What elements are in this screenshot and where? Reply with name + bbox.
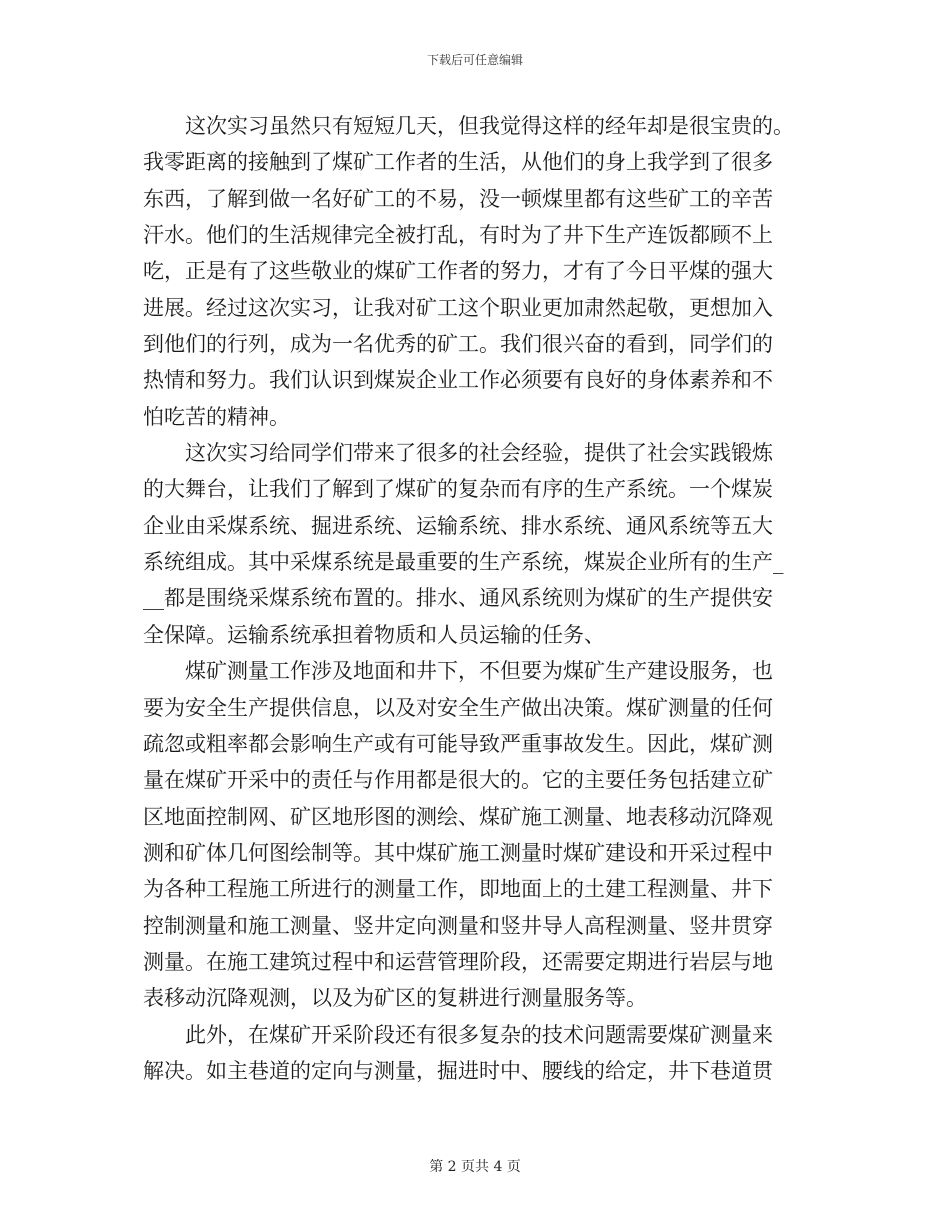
page-number: 第 2 页共 4 页 (429, 1159, 521, 1175)
text-line: 煤矿测量工作涉及地面和井下，不但要为煤矿生产建设服务，也 (185, 659, 773, 684)
paragraph-3 (143, 653, 807, 1016)
text-line: 怕吃苦的精神。 (143, 404, 290, 429)
document-body (143, 108, 807, 1089)
text-line: 这次实习给同学们带来了很多的社会经验，提供了社会实践锻炼 (185, 441, 773, 466)
paragraph-1 (143, 108, 807, 435)
text-line: 的大舞台，让我们了解到了煤矿的复杂而有序的生产系统。一个煤炭 (143, 477, 773, 502)
text-line: 疏忽或粗率都会影响生产或有可能导致严重事故发生。因此，煤矿测 (143, 731, 773, 756)
text-line: 测和矿体几何图绘制等。其中煤矿施工测量时煤矿建设和开采过程中 (143, 840, 773, 865)
text-line: 解决。如主巷道的定向与测量，掘进时中、腰线的给定，井下巷道贯 (143, 1058, 773, 1083)
text-line: 东西，了解到做一名好矿工的不易，没一顿煤里都有这些矿工的辛苦 (143, 186, 773, 211)
text-line: 热情和努力。我们认识到煤炭企业工作必须要有良好的身体素养和不 (143, 368, 773, 393)
text-line: 这次实习虽然只有短短几天，但我觉得这样的经年却是很宝贵的。 (185, 114, 794, 138)
text-line: 我零距离的接触到了煤矿工作者的生活，从他们的身上我学到了很多 (143, 150, 773, 175)
text-line: 进展。经过这次实习，让我对矿工这个职业更加肃然起敬，更想加入 (143, 295, 773, 320)
text-line: 测量。在施工建筑过程中和运营管理阶段，还需要定期进行岩层与地 (143, 949, 773, 974)
text-line: 此外，在煤矿开采阶段还有很多复杂的技术问题需要煤矿测量来 (185, 1022, 773, 1047)
text-line: 系统组成。其中采煤系统是最重要的生产系统，煤炭企业所有的生产_ (143, 550, 784, 575)
paragraph-4 (143, 1017, 807, 1090)
text-line: 区地面控制网、矿区地形图的测绘、煤矿施工测量、地表移动沉降观 (143, 804, 773, 829)
text-line: 要为安全生产提供信息，以及对安全生产做出决策。煤矿测量的任何 (143, 695, 773, 720)
text-line: 表移动沉降观测，以及为矿区的复耕进行测量服务等。 (143, 986, 647, 1011)
page-header: 下载后可任意编辑 (426, 53, 523, 67)
text-line: 量在煤矿开采中的责任与作用都是很大的。它的主要任务包括建立矿 (143, 768, 773, 793)
text-line: 为各种工程施工所进行的测量工作，即地面上的土建工程测量、井下 (143, 877, 773, 902)
text-line: 控制测量和施工测量、竖井定向测量和竖井导人高程测量、竖井贯穿 (143, 913, 773, 938)
text-line: __都是围绕采煤系统布置的。排水、通风系统则为煤矿的生产提供安 (143, 586, 773, 611)
text-line: 吃，正是有了这些敬业的煤矿工作者的努力，才有了今日平煤的强大 (143, 259, 773, 284)
text-line: 汗水。他们的生活规律完全被打乱，有时为了井下生产连饭都顾不上 (143, 223, 773, 248)
paragraph-2 (143, 435, 807, 653)
text-line: 全保障。运输系统承担着物质和人员运输的任务、 (143, 622, 605, 647)
text-line: 企业由采煤系统、掘进系统、运输系统、排水系统、通风系统等五大 (143, 513, 773, 538)
text-line: 到他们的行列，成为一名优秀的矿工。我们很兴奋的看到，同学们的 (143, 332, 773, 357)
